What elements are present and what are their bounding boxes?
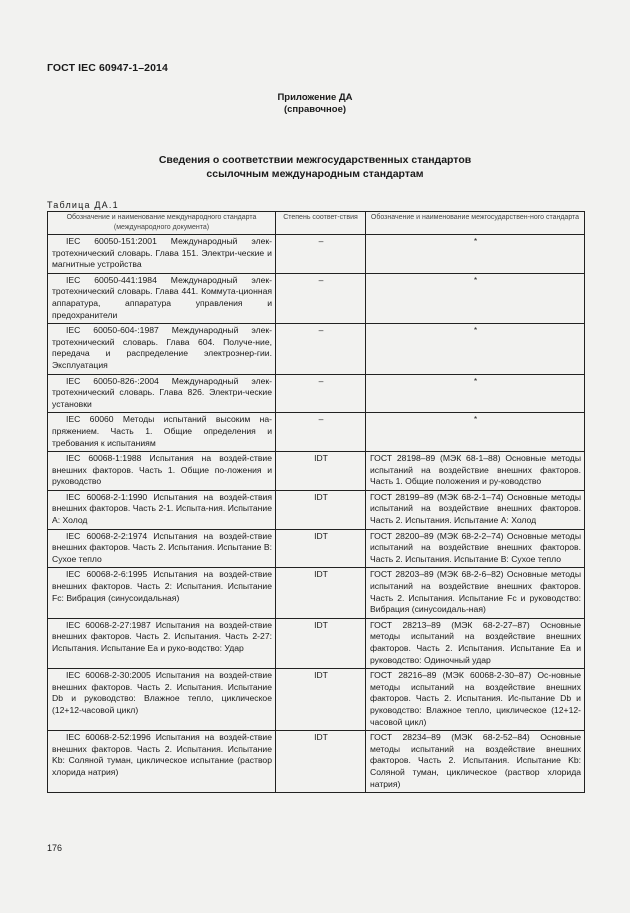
cell-gost: ГОСТ 28200–89 (МЭК 68-2-2–74) Основные методы испытаний на воздействие внешних факторов. Часть 2. Испытания. Испытание В: Сухое тепло bbox=[366, 529, 585, 568]
table-row bbox=[48, 452, 585, 491]
section-heading bbox=[0, 153, 630, 181]
table-row bbox=[48, 413, 585, 452]
cell-gost: * bbox=[366, 374, 585, 413]
table-row bbox=[48, 529, 585, 568]
cell-degree: – bbox=[276, 374, 366, 413]
cell-degree: – bbox=[276, 324, 366, 374]
table-row bbox=[48, 568, 585, 618]
table-row bbox=[48, 235, 585, 274]
cell-iec: IEC 60068-2-1:1990 Испытания на воздей-ствия внешних факторов. Часть 2-1. Испыта-ния. Испытание А: Холод bbox=[48, 490, 276, 529]
cell-degree: IDT bbox=[276, 618, 366, 668]
cell-degree: IDT bbox=[276, 529, 366, 568]
cell-degree: IDT bbox=[276, 669, 366, 731]
cell-iec: IEC 60060 Методы испытаний высоким на-пряжением. Часть 1. Общие определения и требования к испытаниям bbox=[48, 413, 276, 452]
cell-gost: ГОСТ 28216–89 (МЭК 60068-2-30–87) Ос-новные методы испытаний на воздействие внешних факторов. Часть 2. Испытания. Ис-пытание Db и руководство: Влажное тепло, циклическое (12+12-часовой цикл) bbox=[366, 669, 585, 731]
cell-iec: IEC 60050-151:2001 Международный элек-тротехнический словарь. Глава 151. Электри-ческие и магнитные устройства bbox=[48, 235, 276, 274]
table-row bbox=[48, 669, 585, 731]
standard-title: ГОСТ IEC 60947-1–2014 bbox=[47, 62, 168, 74]
cell-iec: IEC 60068-2-52:1996 Испытания на воздей-ствие внешних факторов. Часть 2. Испытания. Испытание Kb: Соляной туман, циклическое испытание (раствор хлорида натрия) bbox=[48, 731, 276, 793]
cell-degree: – bbox=[276, 413, 366, 452]
cell-degree: IDT bbox=[276, 731, 366, 793]
table-row bbox=[48, 490, 585, 529]
cell-iec: IEC 60068-2-6:1995 Испытания на воздей-ствие внешних факторов. Часть 2: Испытания. Испытание Fc: Вибрация (синусоидальная) bbox=[48, 568, 276, 618]
cell-gost: * bbox=[366, 273, 585, 323]
cell-gost: ГОСТ 28198–89 (МЭК 68-1–88) Основные методы испытаний на воздействие внешних факторов. Часть 1. Общие положения и ру-ководство bbox=[366, 452, 585, 491]
cell-degree: IDT bbox=[276, 568, 366, 618]
cell-degree: IDT bbox=[276, 452, 366, 491]
table-row bbox=[48, 324, 585, 374]
cell-degree: – bbox=[276, 273, 366, 323]
heading-line-1: Сведения о соответствии межгосударственных стандартов bbox=[158, 154, 472, 166]
cell-iec: IEC 60068-2-2:1974 Испытания на воздей-ствие внешних факторов. Часть 2. Испытания. Испытание В: Сухое тепло bbox=[48, 529, 276, 568]
header-gost: Обозначение и наименование межгосударствен-ного стандарта bbox=[366, 212, 585, 235]
cell-gost: ГОСТ 28234–89 (МЭК 68-2-52–84) Основные методы испытаний на воздействие внешних факторов. Часть 2. Испытания. Испытание Kb: Соляной туман, циклическое (раствор хлорида натрия) bbox=[366, 731, 585, 793]
page-number: 176 bbox=[47, 843, 63, 853]
header-degree: Степень соответ-ствия bbox=[276, 212, 366, 235]
table-header-row bbox=[48, 212, 585, 235]
table-row bbox=[48, 273, 585, 323]
cell-gost: ГОСТ 28213–89 (МЭК 68-2-27–87) Основные методы испытаний на воздействие внешних факторов. Часть 2. Испытания. Испытание Еа и руководство: Одиночный удар bbox=[366, 618, 585, 668]
cell-iec: IEC 60050-826-:2004 Международный элек-тротехнический словарь. Глава 826. Электри-ческие установки bbox=[48, 374, 276, 413]
header-iec: Обозначение и наименование международного стандарта (международного документа) bbox=[48, 212, 276, 235]
cell-gost: ГОСТ 28199–89 (МЭК 68-2-1–74) Основные методы испытаний на воздействие внешних факторов. Часть 2. Испытания. Испытание А: Холод bbox=[366, 490, 585, 529]
cell-iec: IEC 60050-604-:1987 Международный элек-тротехнический словарь. Глава 604. Получе-ние, передача и распределение электроэнер-гии. Эксплуатация bbox=[48, 324, 276, 374]
cell-gost: * bbox=[366, 413, 585, 452]
appendix-header bbox=[0, 92, 630, 116]
heading-line-2: ссылочным международным стандартам bbox=[206, 168, 424, 180]
cell-iec: IEC 60068-2-27:1987 Испытания на воздей-ствие внешних факторов. Часть 2. Испытания. Часть 2-27: Испытания. Испытание Еа и руко-водство: Удар bbox=[48, 618, 276, 668]
cell-iec: IEC 60050-441:1984 Международный элек-тротехнический словарь. Глава 441. Коммута-ционная аппаратура, аппаратура управления и предохранители bbox=[48, 273, 276, 323]
appendix-title: Приложение ДА bbox=[277, 92, 353, 103]
cell-gost: * bbox=[366, 324, 585, 374]
appendix-note: (справочное) bbox=[283, 104, 347, 115]
table-row bbox=[48, 374, 585, 413]
cell-degree: IDT bbox=[276, 490, 366, 529]
cell-iec: IEC 60068-2-30:2005 Испытания на воздей-ствие внешних факторов. Часть 2. Испытания. Испытание Db и руководство: Влажное тепло, циклическое (12+12-часовой цикл) bbox=[48, 669, 276, 731]
cell-gost: ГОСТ 28203–89 (МЭК 68-2-6–82) Основные методы испытаний на воздействие внешних факторов. Часть 2. Испытания. Испытание Fc и руководство: Вибрация (синусоидаль-ная) bbox=[366, 568, 585, 618]
table-label: Таблица ДА.1 bbox=[47, 200, 119, 210]
cell-degree: – bbox=[276, 235, 366, 274]
cell-gost: * bbox=[366, 235, 585, 274]
standards-table bbox=[47, 211, 585, 793]
cell-iec: IEC 60068-1:1988 Испытания на воздей-ствие внешних факторов. Часть 1. Общие по-ложения и руководство bbox=[48, 452, 276, 491]
table-row bbox=[48, 731, 585, 793]
table-row bbox=[48, 618, 585, 668]
